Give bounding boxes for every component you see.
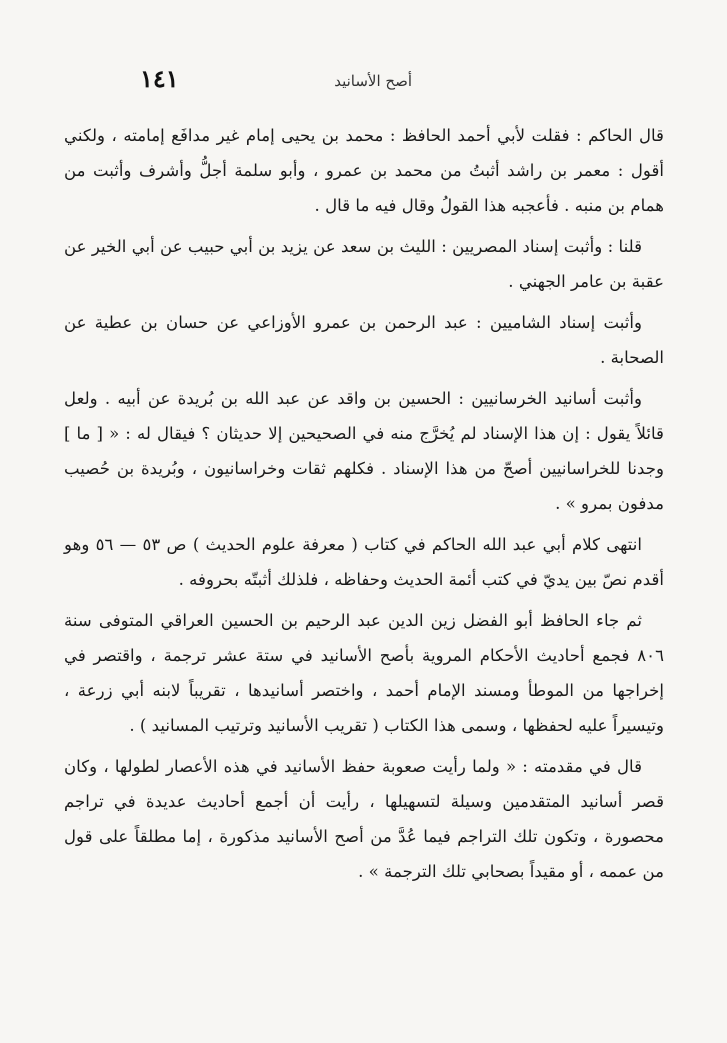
paragraph-egyptian-isnad: قلنا : وأثبت إسناد المصريين : الليث بن سعد عن يزيد بن أبي حبيب عن أبي الخير عن عقبة بن عامر الجهني . <box>64 237 664 291</box>
paragraph-end-of-quote: انتهى كلام أبي عبد الله الحاكم في كتاب ( معرفة علوم الحديث ) ص ٥٣ — ٥٦ وهو أقدم نصّ بين يديّ في كتب أئمة الحديث وحفاظه ، فلذلك أثبتّه بحروفه . <box>64 535 664 589</box>
page-body <box>64 118 664 895</box>
page-header <box>140 62 627 92</box>
page-number: ١٤١ <box>140 64 179 93</box>
paragraph-introduction-quote: قال في مقدمته : « ولما رأيت صعوبة حفظ الأسانيد في هذه الأعصار لطولها ، وكان قصر أسانيد المتقدمين وسيلة لتسهيلها ، رأيت أن أجمع أحاديث عديدة في تراجم محصورة ، وتكون تلك التراجم فيما عُدَّ من أصح الأسانيد مذكورة ، إما مطلقاً على قول من عممه ، أو مقيداً بصحابي تلك الترجمة » . <box>64 757 664 881</box>
paragraph-iraqi: ثم جاء الحافظ أبو الفضل زين الدين عبد الرحيم بن الحسين العراقي المتوفى سنة ٨٠٦ فجمع أحاديث الأحكام المروية بأصح الأسانيد في ستة عشر ترجمة ، واقتصر في إخراجها من الموطأ ومسند الإمام أحمد ، واختصر أسانيدها ، تقريباً لابنه أبي زرعة ، وتيسيراً عليه لحفظها ، وسمى هذا الكتاب ( تقريب الأسانيد وترتيب المسانيد ) . <box>64 611 664 735</box>
paragraph-khurasani-isnad: وأثبت أسانيد الخرسانيين : الحسين بن واقد عن عبد الله بن بُريدة عن أبيه . ولعل قائلاً يقول : إن هذا الإسناد لم يُخرَّج منه في الصحيحين إلا حديثان ؟ فيقال له : « [ ما ] وجدنا للخراسانيين أصحّ من هذا الإسناد . فكلهم ثقات وخراسانيون ، وبُريدة بن حُصيب مدفون بمرو » . <box>64 389 664 513</box>
paragraph-hakim-statement: قال الحاكم : فقلت لأبي أحمد الحافظ : محمد بن يحيى إمام غير مدافَع إمامته ، ولكني أقول : معمر بن راشد أثبتُ من محمد بن عمرو ، وأبو سلمة أجلُّ وأشرف وأثبت من همام بن منبه . فأعجبه هذا القولُ وقال فيه ما قال . <box>64 126 664 215</box>
paragraph-syrian-isnad: وأثبت إسناد الشاميين : عبد الرحمن بن عمرو الأوزاعي عن حسان بن عطية عن الصحابة . <box>64 313 664 367</box>
running-title: أصح الأسانيد <box>334 72 412 90</box>
